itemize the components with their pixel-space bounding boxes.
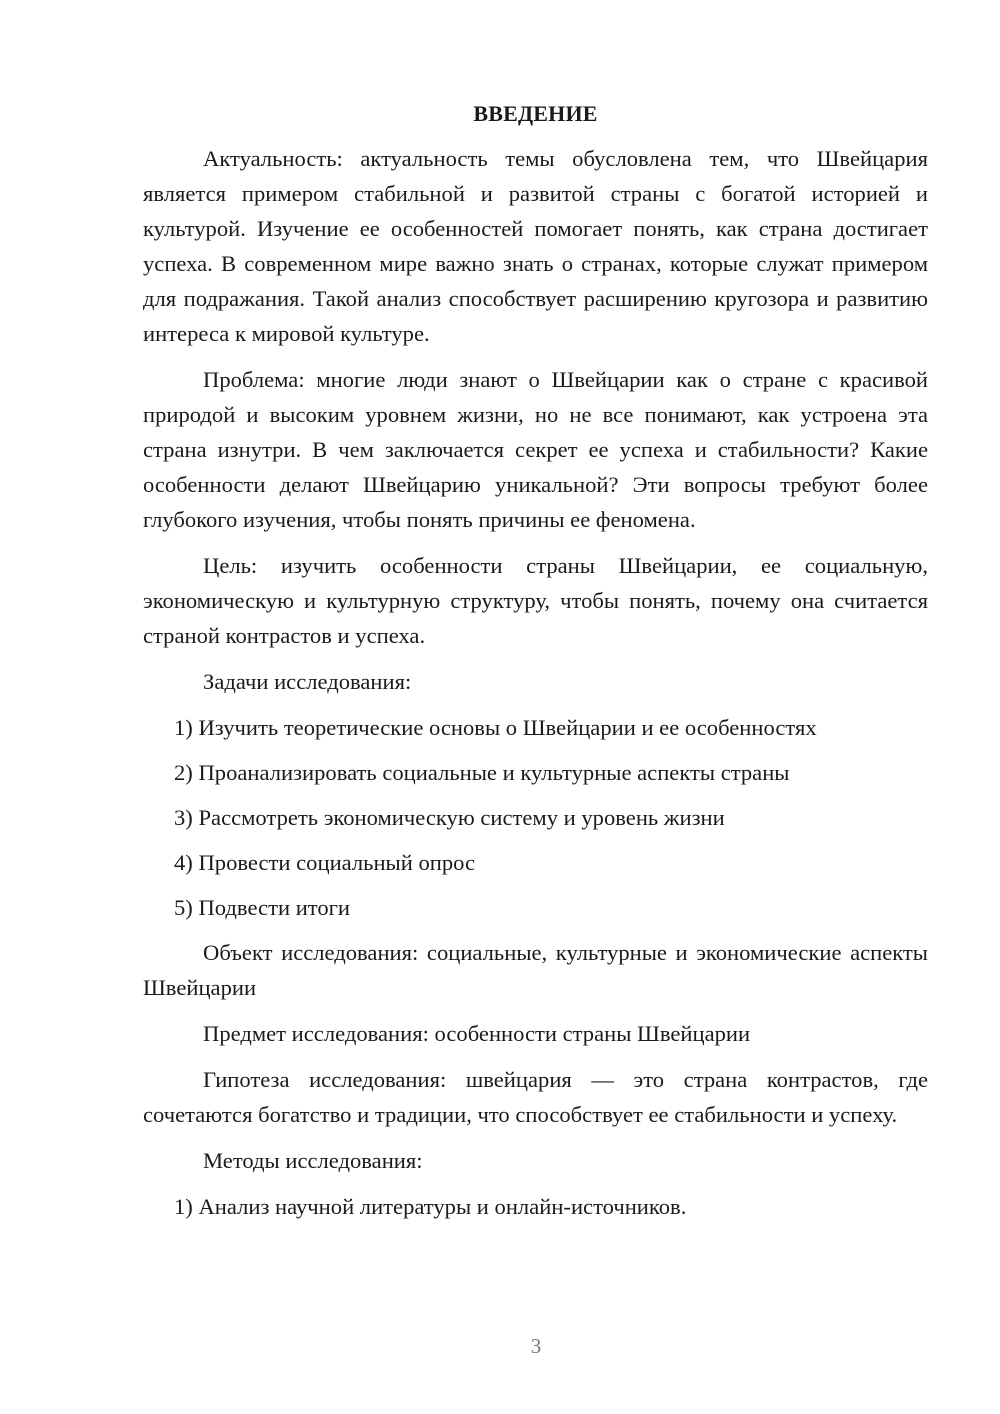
method-item: 1) Анализ научной литературы и онлайн-источников. xyxy=(174,1194,687,1219)
page-number: 3 xyxy=(530,1334,542,1358)
section-heading: ВВЕДЕНИЕ xyxy=(473,101,598,126)
document-body xyxy=(143,96,928,1234)
subject-paragraph: Предмет исследования: особенности страны Швейцарии xyxy=(203,1021,751,1046)
task-item: 1) Изучить теоретические основы о Швейцарии и ее особенностях xyxy=(174,715,817,740)
task-item: 4) Провести социальный опрос xyxy=(174,850,476,875)
task-item: 5) Подвести итоги xyxy=(174,895,351,920)
problem-paragraph: Проблема: многие люди знают о Швейцарии как о стране с красивой природой и высоким уровнем жизни, но не все понимают, как устроена эта страна изнутри. В чем заключается секрет ее успеха и стабильности? Какие особенности делают Швейцарию уникальной? Эти вопросы требуют более глубокого изучения, чтобы понять причины ее феномена. xyxy=(143,367,928,532)
object-paragraph: Объект исследования: социальные, культурные и экономические аспекты Швейцарии xyxy=(143,940,928,1000)
hypothesis-paragraph: Гипотеза исследования: швейцария — это страна контрастов, где сочетаются богатство и традиции, что способствует ее стабильности и успеху. xyxy=(143,1067,928,1127)
task-item: 3) Рассмотреть экономическую систему и уровень жизни xyxy=(174,805,725,830)
methods-title: Методы исследования: xyxy=(203,1148,423,1173)
actuality-paragraph: Актуальность: актуальность темы обусловлена тем, что Швейцария является примером стабильной и развитой страны с богатой историей и культурой. Изучение ее особенностей помогает понять, как страна достигает успеха. В современном мире важно знать о странах, которые служат примером для подражания. Такой анализ способствует расширению кругозора и развитию интереса к мировой культуре. xyxy=(143,146,928,346)
tasks-title: Задачи исследования: xyxy=(203,669,412,694)
goal-paragraph: Цель: изучить особенности страны Швейцарии, ее социальную, экономическую и культурную структуру, чтобы понять, почему она считается страной контрастов и успеха. xyxy=(143,553,928,648)
task-item: 2) Проанализировать социальные и культурные аспекты страны xyxy=(174,760,790,785)
